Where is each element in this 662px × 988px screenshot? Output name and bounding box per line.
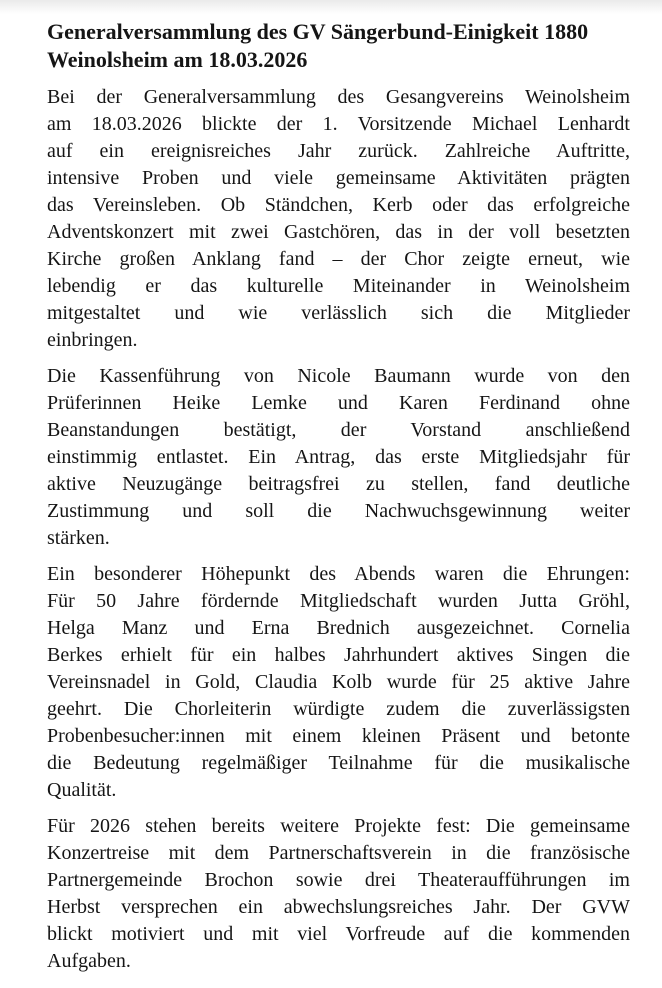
text-line: das Vereinsleben. Ob Ständchen, Kerb oder das erfolgreiche — [47, 194, 630, 216]
title-line: Generalversammlung des GV Sängerbund-Einigkeit 1880 — [47, 19, 589, 44]
text-line: Berkes erhielt für ein halbes Jahrhundert aktives Singen die — [47, 644, 630, 666]
paragraph — [47, 84, 630, 354]
text-line: Partnergemeinde Brochon sowie drei Theateraufführungen im — [47, 869, 630, 891]
text-line: einbringen. — [47, 329, 138, 351]
text-line: Ein besonderer Höhepunkt des Abends waren die Ehrungen: — [47, 563, 630, 585]
text-line: Helga Manz und Erna Brednich ausgezeichnet. Cornelia — [47, 617, 630, 639]
paragraph — [47, 561, 630, 804]
text-line: lebendig er das kulturelle Miteinander in Weinolsheim — [47, 275, 630, 297]
text-line: mitgestaltet und wie verlässlich sich die Mitglieder — [47, 302, 630, 324]
document-body — [47, 84, 630, 975]
text-line: auf ein ereignisreiches Jahr zurück. Zahlreiche Auftritte, — [47, 140, 630, 162]
text-line: Herbst versprechen ein abwechslungsreiches Jahr. Der GVW — [47, 896, 630, 918]
text-line: Beanstandungen bestätigt, der Vorstand anschließend — [47, 419, 630, 441]
text-line: Prüferinnen Heike Lemke und Karen Ferdinand ohne — [47, 392, 630, 414]
document-title — [47, 18, 630, 74]
text-line: die Bedeutung regelmäßiger Teilnahme für die musikalische — [47, 752, 630, 774]
text-line: Die Kassenführung von Nicole Baumann wurde von den — [47, 365, 630, 387]
text-line: aktive Neuzugänge beitragsfrei zu stellen, fand deutliche — [47, 473, 630, 495]
text-line: intensive Proben und viele gemeinsame Aktivitäten prägten — [47, 167, 630, 189]
text-line: Zustimmung und soll die Nachwuchsgewinnung weiter — [47, 500, 630, 522]
text-line: Bei der Generalversammlung des Gesangvereins Weinolsheim — [47, 86, 630, 108]
text-line: blickt motiviert und mit viel Vorfreude auf die kommenden — [47, 923, 630, 945]
text-line: Vereinsnadel in Gold, Claudia Kolb wurde für 25 aktive Jahre — [47, 671, 630, 693]
text-line: Für 2026 stehen bereits weitere Projekte fest: Die gemeinsame — [47, 815, 630, 837]
text-line: Konzertreise mit dem Partnerschaftsverein in die französische — [47, 842, 630, 864]
text-line: Aufgaben. — [47, 950, 131, 972]
paragraph — [47, 363, 630, 552]
text-line: geehrt. Die Chorleiterin würdigte zudem die zuverlässigsten — [47, 698, 630, 720]
title-line: Weinolsheim am 18.03.2026 — [47, 47, 308, 72]
paragraph — [47, 813, 630, 975]
text-line: Probenbesucher:innen mit einem kleinen Präsent und betonte — [47, 725, 630, 747]
text-line: Kirche großen Anklang fand – der Chor zeigte erneut, wie — [47, 248, 630, 270]
text-line: am 18.03.2026 blickte der 1. Vorsitzende Michael Lenhardt — [47, 113, 630, 135]
text-line: Qualität. — [47, 779, 117, 801]
text-line: Für 50 Jahre fördernde Mitgliedschaft wurden Jutta Gröhl, — [47, 590, 630, 612]
text-line: Adventskonzert mit zwei Gastchören, das in der voll besetzten — [47, 221, 630, 243]
text-line: einstimmig entlastet. Ein Antrag, das erste Mitgliedsjahr für — [47, 446, 630, 468]
text-line: stärken. — [47, 527, 110, 549]
